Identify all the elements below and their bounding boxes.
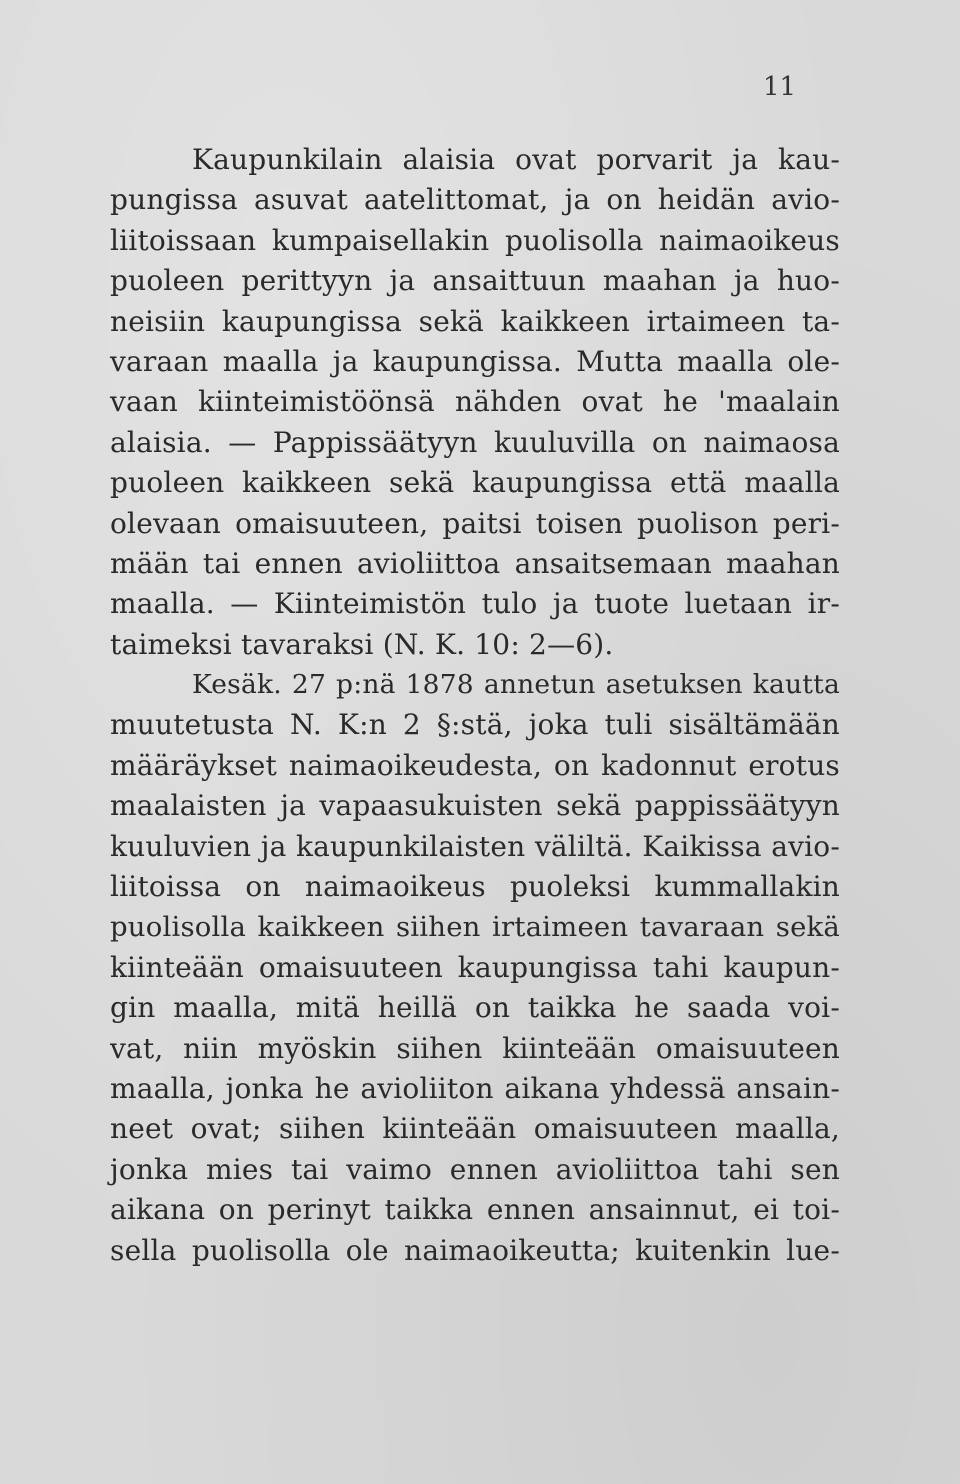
- text-line: muutetusta N. K:n 2 §:stä, joka tuli sisältämään: [110, 708, 840, 742]
- text-line: vaan kiinteimistöönsä nähden ovat he 'maalain: [110, 385, 840, 419]
- text-line: aikana on perinyt taikka ennen ansainnut, ei toi-: [110, 1193, 840, 1227]
- text-line: maalla. — Kiinteimistön tulo ja tuote luetaan ir-: [110, 587, 840, 621]
- text-line: taimeksi tavaraksi (N. K. 10: 2—6).: [110, 627, 614, 661]
- text-line: olevaan omaisuuteen, paitsi toisen puolison peri-: [110, 506, 840, 540]
- text-line: varaan maalla ja kaupungissa. Mutta maalla ole-: [110, 344, 840, 378]
- body-text: [110, 140, 840, 1271]
- text-line: alaisia. — Pappissäätyyn kuuluvilla on naimaosa: [110, 425, 840, 459]
- text-line: puoleen kaikkeen sekä kaupungissa että maalla: [110, 466, 840, 500]
- text-line: maalaisten ja vapaasukuisten sekä pappissäätyyn: [110, 789, 840, 823]
- text-line: Kaupunkilain alaisia ovat porvarit ja kau-: [192, 143, 840, 176]
- text-line: kuuluvien ja kaupunkilaisten väliltä. Kaikissa avio-: [110, 829, 840, 863]
- text-line: gin maalla, mitä heillä on taikka he saada voi-: [110, 991, 840, 1025]
- text-line: maalla, jonka he avioliiton aikana yhdessä ansain-: [110, 1071, 840, 1105]
- text-line: puolisolla kaikkeen siihen irtaimeen tavaraan sekä: [110, 911, 840, 944]
- text-line: neisiin kaupungissa sekä kaikkeen irtaimeen ta-: [110, 304, 840, 338]
- page-number: 11: [763, 72, 797, 102]
- text-line: jonka mies tai vaimo ennen avioliittoa tahi sen: [110, 1152, 840, 1186]
- text-line: määräykset naimaoikeudesta, on kadonnut erotus: [110, 748, 840, 782]
- text-line: Kesäk. 27 p:nä 1878 annetun asetuksen kautta: [192, 669, 840, 701]
- text-line: neet ovat; siihen kiinteään omaisuuteen maalla,: [110, 1112, 840, 1146]
- text-line: puoleen perittyyn ja ansaittuun maahan ja huo-: [110, 264, 840, 298]
- text-line: sella puolisolla ole naimaoikeutta; kuitenkin lue-: [110, 1233, 840, 1267]
- text-line: pungissa asuvat aatelittomat, ja on heidän avio-: [110, 183, 840, 217]
- text-line: liitoissa on naimaoikeus puoleksi kummallakin: [110, 870, 840, 904]
- text-line: liitoissaan kumpaisellakin puolisolla naimaoikeus: [110, 223, 840, 257]
- text-line: vat, niin myöskin siihen kiinteään omaisuuteen: [110, 1031, 840, 1065]
- text-line: kiinteään omaisuuteen kaupungissa tahi kaupun-: [110, 950, 840, 984]
- text-line: mään tai ennen avioliittoa ansaitsemaan maahan: [110, 546, 840, 580]
